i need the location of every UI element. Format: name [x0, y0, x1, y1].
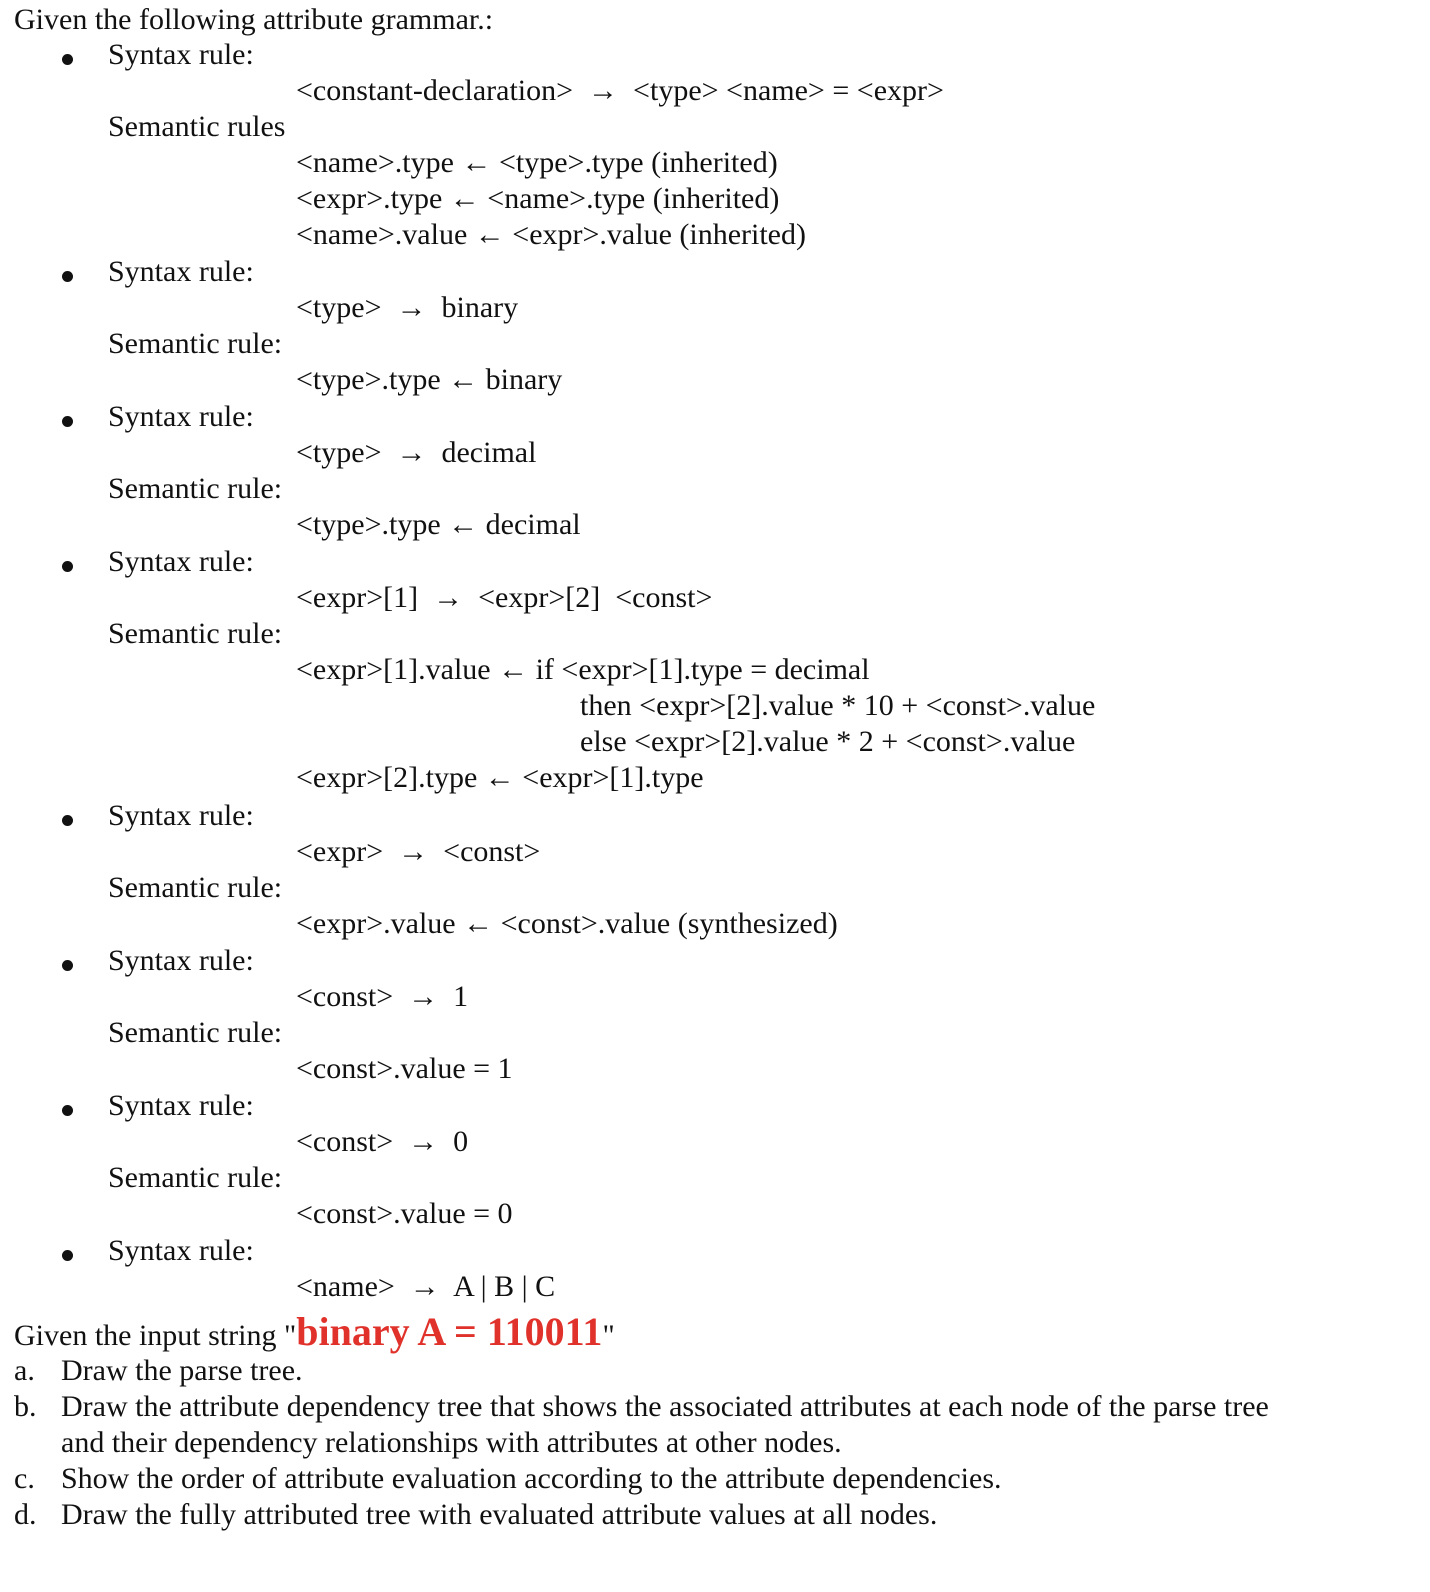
question-marker: a. [14, 1354, 35, 1387]
bullet-icon [62, 960, 73, 971]
semantic-rule: <expr>[2].type ← <expr>[1].type [296, 761, 704, 794]
semantic-label: Semantic rule: [108, 617, 283, 650]
semantic-label: Semantic rule: [108, 1016, 283, 1049]
syntax-label: Syntax rule: [108, 38, 254, 71]
question-text: Draw the attribute dependency tree that shows the associated attributes at each node of the parse tree [61, 1390, 1269, 1423]
question-marker: d. [14, 1498, 37, 1531]
semantic-label: Semantic rule: [108, 327, 283, 360]
syntax-label: Syntax rule: [108, 1234, 254, 1267]
syntax-production: <type> → decimal [296, 436, 537, 469]
semantic-label: Semantic rule: [108, 871, 283, 904]
question-text: Draw the parse tree. [61, 1354, 303, 1387]
syntax-label: Syntax rule: [108, 400, 254, 433]
question-text: Draw the fully attributed tree with evaluated attribute values at all nodes. [61, 1498, 938, 1531]
input-suffix: " [602, 1319, 615, 1352]
bullet-icon [62, 815, 73, 826]
semantic-label: Semantic rules [108, 110, 286, 143]
semantic-rule: <expr>[1].value ← if <expr>[1].type = decimal [296, 653, 870, 686]
semantic-label: Semantic rule: [108, 1161, 283, 1194]
semantic-rule: <name>.value ← <expr>.value (inherited) [296, 218, 806, 251]
bullet-icon [62, 1105, 73, 1116]
syntax-production: <expr> → <const> [296, 835, 541, 868]
input-prefix: Given the input string " [14, 1319, 297, 1352]
semantic-label: Semantic rule: [108, 472, 283, 505]
syntax-production: <const> → 0 [296, 1125, 469, 1158]
syntax-label: Syntax rule: [108, 799, 254, 832]
syntax-production: <name> → A | B | C [296, 1270, 556, 1303]
semantic-rule: <type>.type ← decimal [296, 508, 581, 541]
syntax-production: <const> → 1 [296, 980, 469, 1013]
bullet-icon [62, 416, 73, 427]
syntax-label: Syntax rule: [108, 944, 254, 977]
input-string-line [14, 1310, 615, 1354]
page-title: Given the following attribute grammar.: [14, 3, 494, 36]
semantic-rule: <const>.value = 1 [296, 1052, 513, 1085]
semantic-rule: <expr>.value ← <const>.value (synthesized) [296, 907, 838, 940]
syntax-production: <type> → binary [296, 291, 519, 324]
question-marker: c. [14, 1462, 35, 1495]
semantic-rule: <name>.type ← <type>.type (inherited) [296, 146, 778, 179]
bullet-icon [62, 271, 73, 282]
syntax-production: <constant-declaration> → <type> <name> = <expr> [296, 74, 944, 107]
semantic-rule: <expr>.type ← <name>.type (inherited) [296, 182, 780, 215]
question-text: Show the order of attribute evaluation according to the attribute dependencies. [61, 1462, 1002, 1495]
question-marker: b. [14, 1390, 37, 1423]
syntax-label: Syntax rule: [108, 1089, 254, 1122]
syntax-label: Syntax rule: [108, 255, 254, 288]
bullet-icon [62, 561, 73, 572]
input-string: binary A = 110011 [296, 1309, 603, 1354]
syntax-production: <expr>[1] → <expr>[2] <const> [296, 581, 713, 614]
syntax-label: Syntax rule: [108, 545, 254, 578]
semantic-rule: <type>.type ← binary [296, 363, 563, 396]
bullet-icon [62, 54, 73, 65]
question-text: and their dependency relationships with attributes at other nodes. [61, 1426, 842, 1459]
bullet-icon [62, 1250, 73, 1261]
semantic-rule-then: then <expr>[2].value * 10 + <const>.value [580, 689, 1096, 722]
semantic-rule-else: else <expr>[2].value * 2 + <const>.value [580, 725, 1076, 758]
semantic-rule: <const>.value = 0 [296, 1197, 513, 1230]
